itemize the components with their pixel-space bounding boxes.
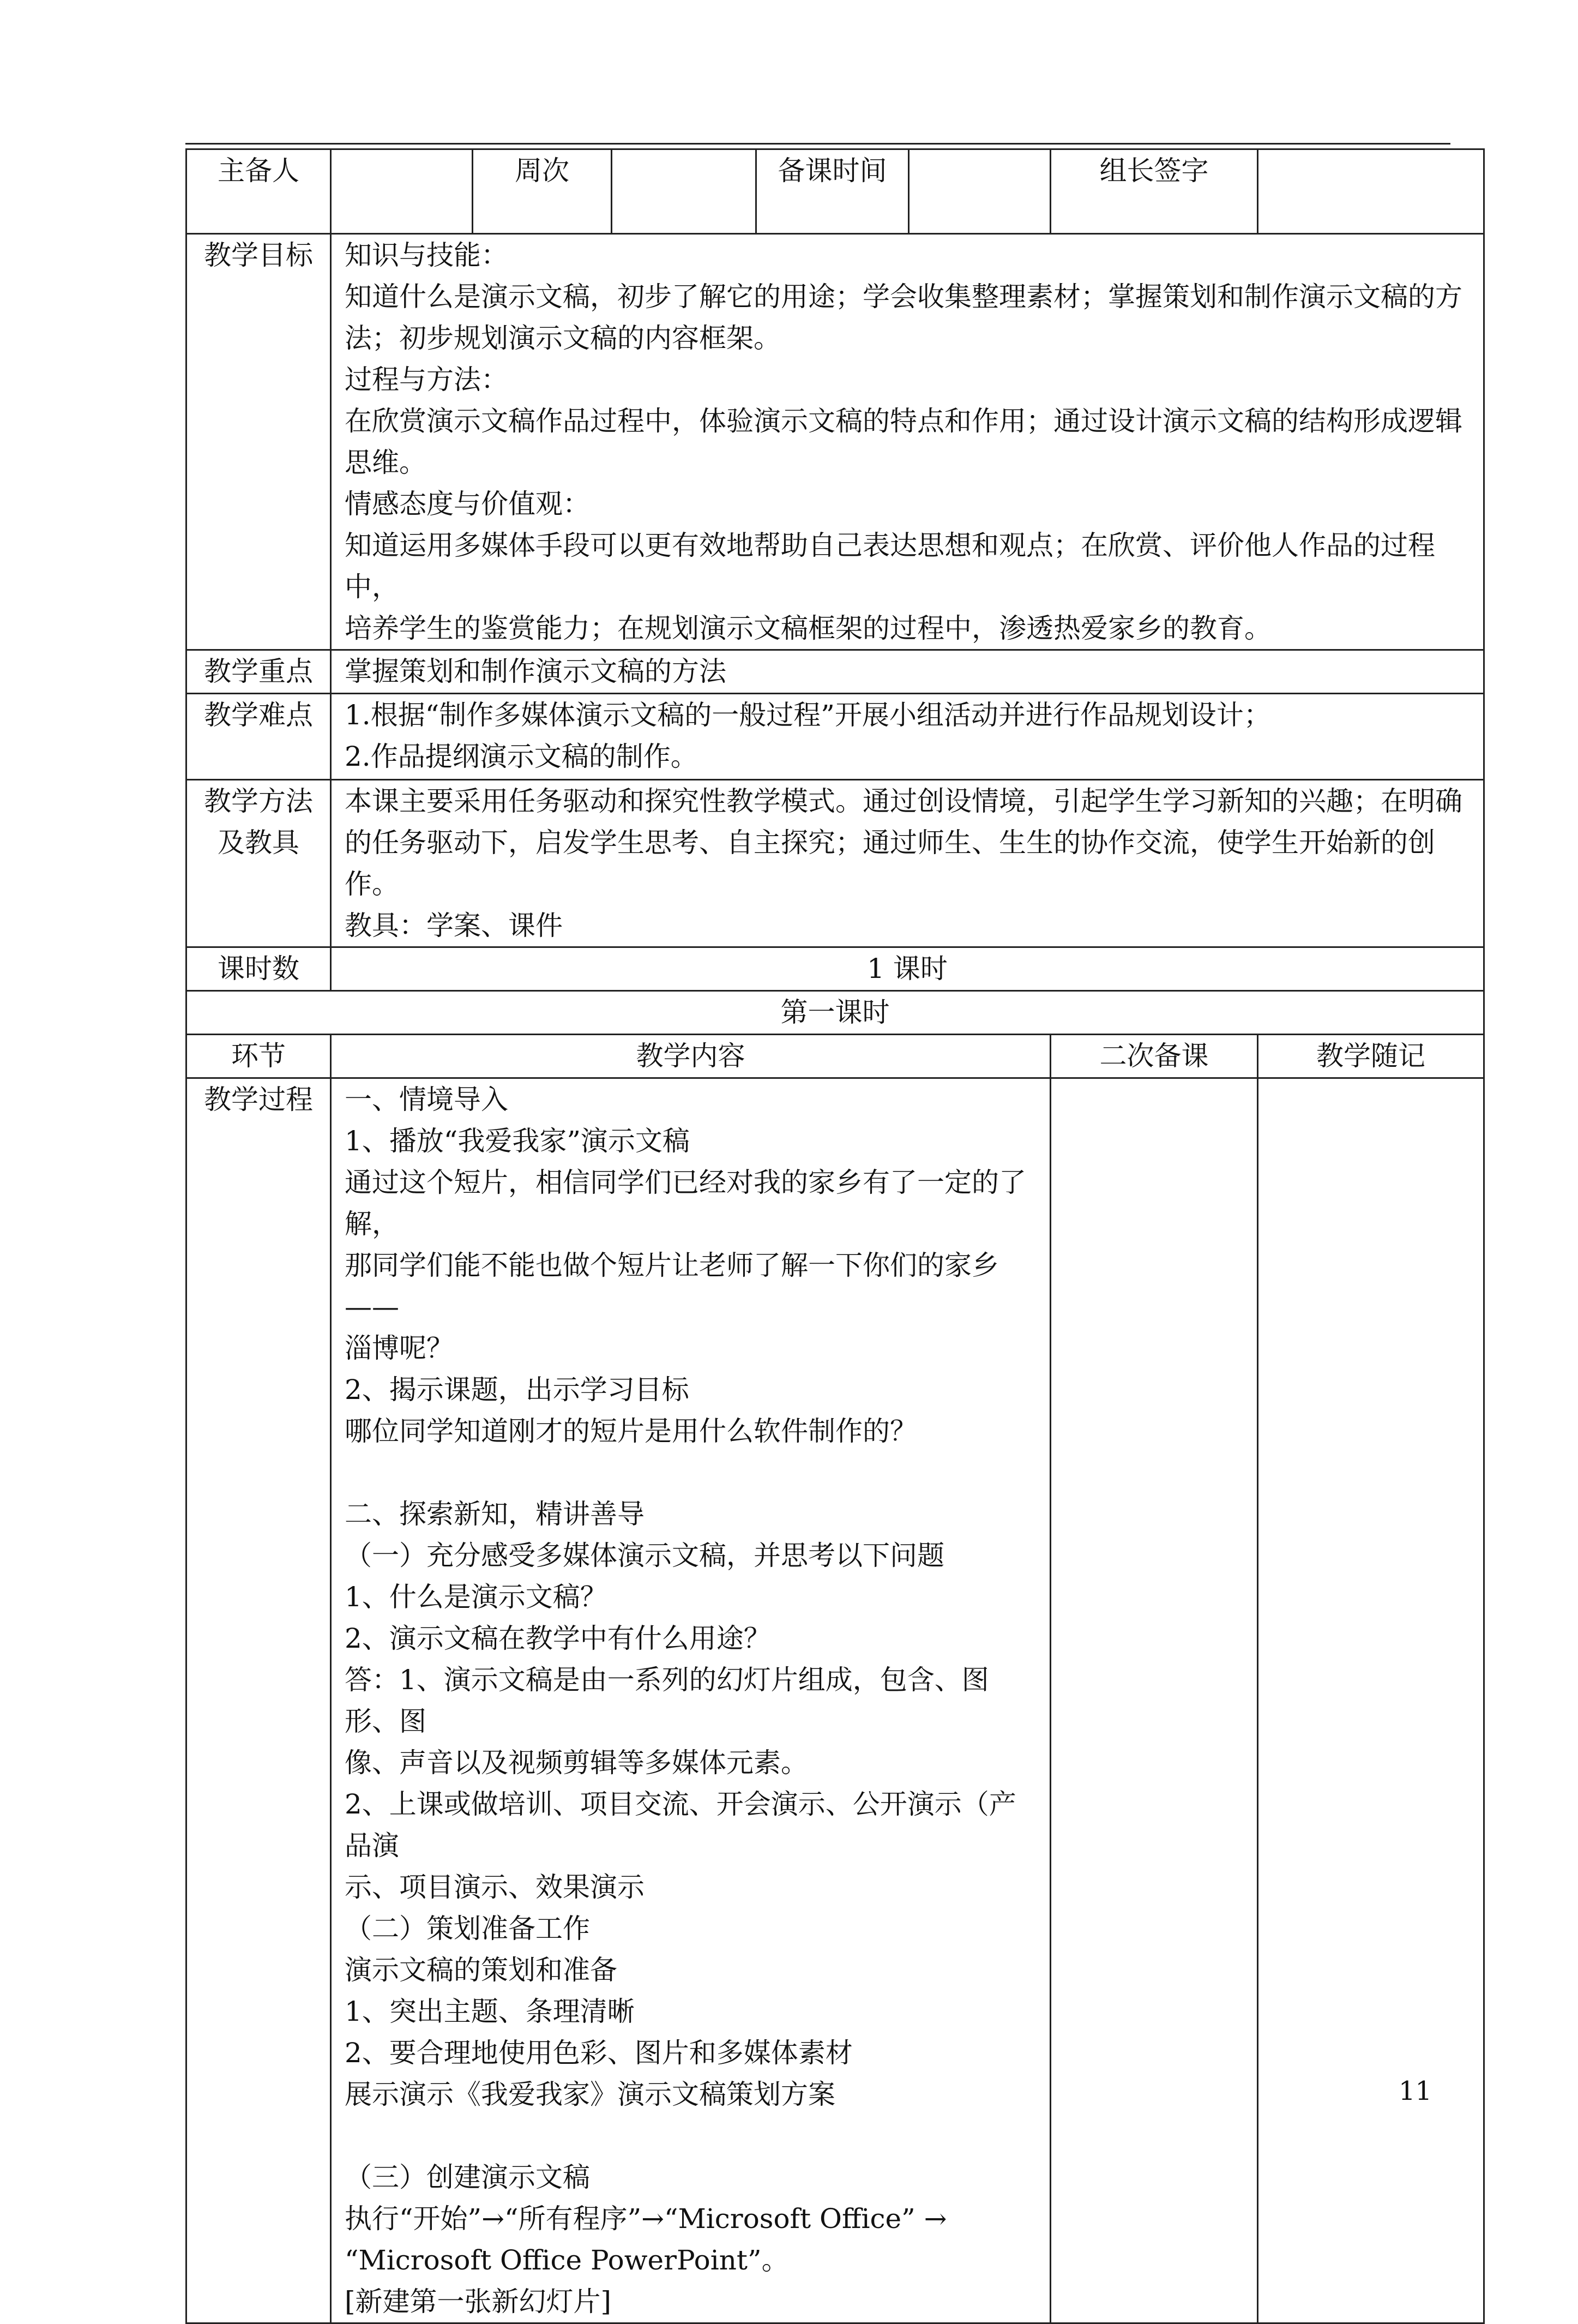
difficulty-label: 教学难点 — [186, 694, 331, 780]
leader-sign-value — [1258, 149, 1484, 234]
objectives-line: 知识与技能： — [345, 239, 508, 271]
difficulty-line: 1.根据“制作多媒体演示文稿的一般过程”开展小组活动并进行作品规划设计； — [345, 699, 1271, 731]
process-line — [345, 2115, 1037, 2157]
objectives-line: 法；初步规划演示文稿的内容框架。 — [345, 322, 781, 354]
methods-label — [186, 780, 331, 947]
process-line: 二、探索新知，精讲善导 — [345, 1498, 645, 1530]
process-line: 1、什么是演示文稿？ — [345, 1581, 607, 1613]
methods-content — [331, 780, 1484, 947]
objectives-line: 知道运用多媒体手段可以更有效地帮助自己表达思想和观点；在欣赏、评价他人作品的过程中， — [345, 530, 1435, 603]
process-line: （二）策划准备工作 — [345, 1913, 590, 1944]
methods-row — [186, 780, 1484, 947]
periods-value: 1 课时 — [331, 947, 1484, 991]
process-line — [345, 1452, 1037, 1493]
key-point-label: 教学重点 — [186, 650, 331, 694]
first-period-row — [186, 991, 1484, 1035]
process-line: （一）充分感受多媒体演示文稿，并思考以下问题 — [345, 1540, 944, 1571]
objectives-line: 情感态度与价值观： — [345, 488, 590, 520]
process-line: 淄博呢？ — [345, 1332, 454, 1364]
methods-label-line2: 及教具 — [218, 827, 299, 858]
process-line: 那同学们能不能也做个短片让老师了解一下你们的家乡—— — [345, 1250, 999, 1323]
key-point-text: 掌握策划和制作演示文稿的方法 — [331, 650, 1484, 694]
objectives-content — [331, 234, 1484, 650]
process-line: 展示演示《我爱我家》演示文稿策划方案 — [345, 2079, 835, 2110]
lesson-plan-table — [185, 148, 1485, 2324]
objectives-line: 知道什么是演示文稿，初步了解它的用途；学会收集整理素材；掌握策划和制作演示文稿的方 — [345, 281, 1462, 313]
periods-row — [186, 947, 1484, 991]
process-line: 2、上课或做培训、项目交流、开会演示、公开演示（产品演 — [345, 1788, 1016, 1861]
process-line: 2、揭示课题，出示学习目标 — [345, 1374, 689, 1406]
process-line: 一、情境导入 — [345, 1084, 508, 1115]
prep-time-value — [909, 149, 1051, 234]
page-number: 11 — [1399, 2076, 1432, 2106]
process-line: 通过这个短片，相信同学们已经对我的家乡有了一定的了解， — [345, 1167, 1026, 1240]
process-label: 教学过程 — [186, 1078, 331, 2323]
first-period-title: 第一课时 — [186, 991, 1484, 1035]
process-line: 哪位同学知道刚才的短片是用什么软件制作的？ — [345, 1415, 917, 1447]
difficulty-content — [331, 694, 1484, 780]
col-content: 教学内容 — [331, 1035, 1051, 1078]
process-line: 1、突出主题、条理清晰 — [345, 1996, 635, 2027]
process-line: 1、播放“我爱我家”演示文稿 — [345, 1125, 690, 1157]
process-line: 2、演示文稿在教学中有什么用途？ — [345, 1623, 771, 1654]
methods-line: 的任务驱动下，启发学生思考、自主探究；通过师生、生生的协作交流，使学生开始新的创作。 — [345, 827, 1435, 900]
methods-line: 本课主要采用任务驱动和探究性教学模式。通过创设情境，引起学生学习新知的兴趣；在明确 — [345, 785, 1462, 817]
process-row — [186, 1078, 1484, 2323]
process-line: “Microsoft Office PowerPoint”。 — [345, 2244, 789, 2276]
notes-cell — [1258, 1078, 1484, 2323]
column-header-row — [186, 1035, 1484, 1078]
process-line: 执行“开始”→“所有程序”→“Microsoft Office” → — [345, 2203, 947, 2235]
process-line: （三）创建演示文稿 — [345, 2161, 590, 2193]
preparer-label: 主备人 — [186, 149, 331, 234]
second-prep-cell — [1051, 1078, 1258, 2323]
process-line: 像、声音以及视频剪辑等多媒体元素。 — [345, 1747, 808, 1779]
process-content — [331, 1078, 1051, 2323]
week-label: 周次 — [473, 149, 612, 234]
methods-label-line1: 教学方法 — [204, 785, 313, 817]
key-point-row — [186, 650, 1484, 694]
leader-sign-label: 组长签字 — [1051, 149, 1258, 234]
difficulty-line: 2.作品提纲演示文稿的制作。 — [345, 741, 698, 772]
objectives-line: 培养学生的鉴赏能力；在规划演示文稿框架的过程中，渗透热爱家乡的教育。 — [345, 612, 1272, 644]
col-notes: 教学随记 — [1258, 1035, 1484, 1078]
objectives-row — [186, 234, 1484, 650]
objectives-line: 过程与方法： — [345, 364, 508, 395]
week-value — [612, 149, 756, 234]
objectives-label: 教学目标 — [186, 234, 331, 650]
difficulty-row — [186, 694, 1484, 780]
header-row — [186, 149, 1484, 234]
process-line: 答：1、演示文稿是由一系列的幻灯片组成，包含、图形、图 — [345, 1664, 989, 1737]
process-line: 演示文稿的策划和准备 — [345, 1954, 617, 1986]
process-line: 示、项目演示、效果演示 — [345, 1871, 645, 1903]
process-line: 2、要合理地使用色彩、图片和多媒体素材 — [345, 2037, 853, 2069]
col-stage: 环节 — [186, 1035, 331, 1078]
objectives-line: 在欣赏演示文稿作品过程中，体验演示文稿的特点和作用；通过设计演示文稿的结构形成逻辑 — [345, 405, 1462, 437]
prep-time-label: 备课时间 — [756, 149, 909, 234]
objectives-line: 思维。 — [345, 447, 426, 478]
process-line: [新建第一张新幻灯片] — [345, 2286, 612, 2317]
preparer-value — [331, 149, 473, 234]
periods-label: 课时数 — [186, 947, 331, 991]
col-second-prep: 二次备课 — [1051, 1035, 1258, 1078]
methods-line: 教具：学案、课件 — [345, 910, 563, 941]
header-rule — [185, 143, 1450, 145]
